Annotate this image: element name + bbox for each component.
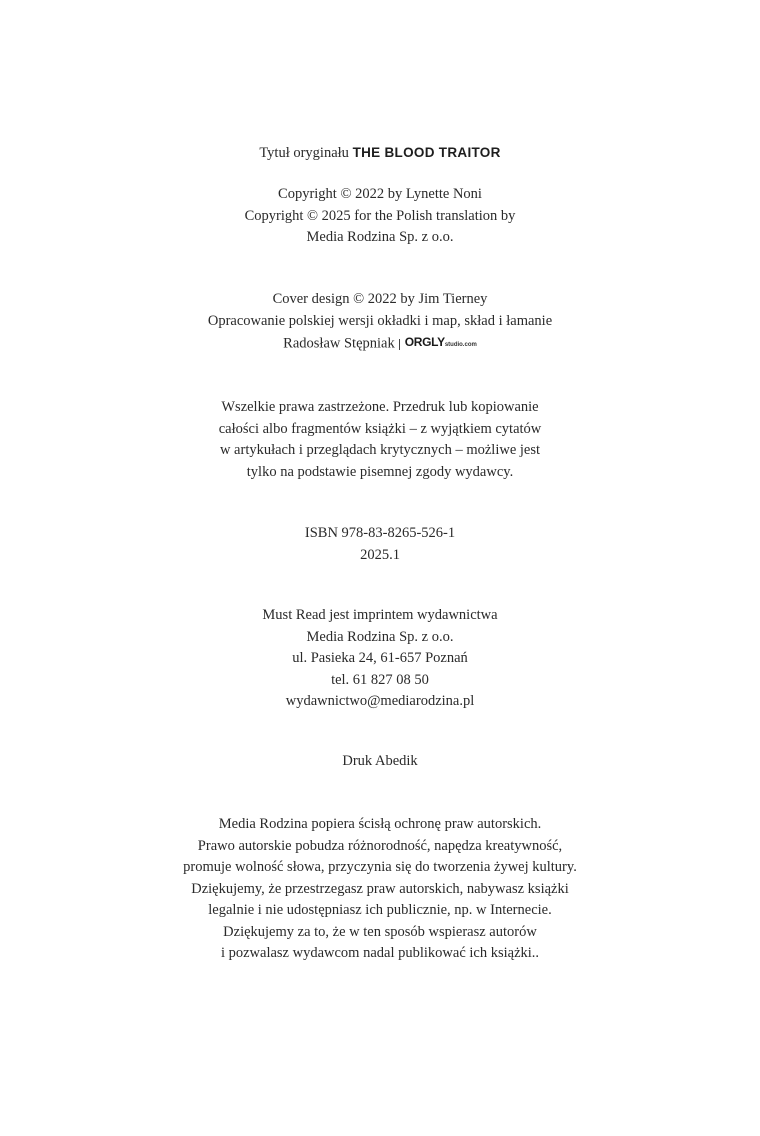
- isbn-block: [0, 523, 760, 566]
- copyright-line: Copyright © 2025 for the Polish translation by: [244, 207, 516, 224]
- publisher-block: [0, 605, 760, 713]
- designer-name: Radosław Stępniak: [283, 335, 395, 352]
- design-credits-block: [0, 289, 760, 357]
- rights-block: [0, 397, 760, 483]
- isbn-line: ISBN 978-83-8265-526-1: [304, 525, 456, 541]
- statement-line: Dziękujemy za to, że w ten sposób wspierasz autorów: [223, 923, 537, 940]
- statement-line: i pozwalasz wydawcom nadal publikować ich książki..: [220, 945, 540, 961]
- rights-line: całości albo fragmentów książki – z wyjątkiem cytatów: [218, 420, 542, 437]
- statement-line: legalnie i nie udostępniasz ich publicznie, np. w Internecie.: [208, 902, 552, 918]
- rights-line: Wszelkie prawa zastrzeżone. Przedruk lub kopiowanie: [221, 399, 539, 415]
- statement-line: promuje wolność słowa, przyczynia się do tworzenia żywej kultury.: [183, 859, 577, 875]
- edition-line: 2025.1: [360, 546, 400, 563]
- publisher-line: Must Read jest imprintem wydawnictwa: [262, 607, 498, 623]
- rights-line: tylko na podstawie pisemnej zgody wydawcy.: [246, 463, 514, 480]
- designer-line: [0, 332, 760, 357]
- design-credit-line: Cover design © 2022 by Jim Tierney: [272, 291, 488, 307]
- original-title-line: [0, 142, 760, 165]
- studio-logo-main: ORGLY: [404, 335, 445, 349]
- statement-line: Dziękujemy, że przestrzegasz praw autorskich, nabywasz książki: [191, 880, 569, 897]
- copyright-line: Copyright © 2022 by Lynette Noni: [278, 186, 482, 202]
- publisher-email: wydawnictwo@mediarodzina.pl: [285, 693, 475, 709]
- statement-line: Prawo autorskie pobudza różnorodność, napędza kreatywność,: [197, 837, 563, 854]
- statement-block: [0, 814, 760, 965]
- design-credit-line: Opracowanie polskiej wersji okładki i map, skład i łamanie: [207, 312, 553, 329]
- print-block: [0, 751, 760, 773]
- statement-line: Media Rodzina popiera ścisłą ochronę praw autorskich.: [218, 816, 542, 832]
- original-title-value: THE BLOOD TRAITOR: [352, 145, 501, 160]
- rights-line: w artykułach i przeglądach krytycznych – możliwe jest: [219, 442, 541, 458]
- original-title-label: Tytuł oryginału: [259, 145, 349, 161]
- publisher-line: Media Rodzina Sp. z o.o.: [306, 628, 454, 645]
- copyright-block: [0, 184, 760, 249]
- separator-bar: [399, 339, 400, 350]
- publisher-address: ul. Pasieka 24, 61-657 Poznań: [292, 650, 468, 666]
- studio-logo-sub: studio.com: [444, 342, 477, 348]
- copyright-line: Media Rodzina Sp. z o.o.: [306, 229, 454, 245]
- publisher-phone: tel. 61 827 08 50: [331, 671, 429, 688]
- original-title-block: [0, 142, 760, 165]
- studio-logo: [405, 332, 477, 357]
- print-line: Druk Abedik: [342, 753, 418, 769]
